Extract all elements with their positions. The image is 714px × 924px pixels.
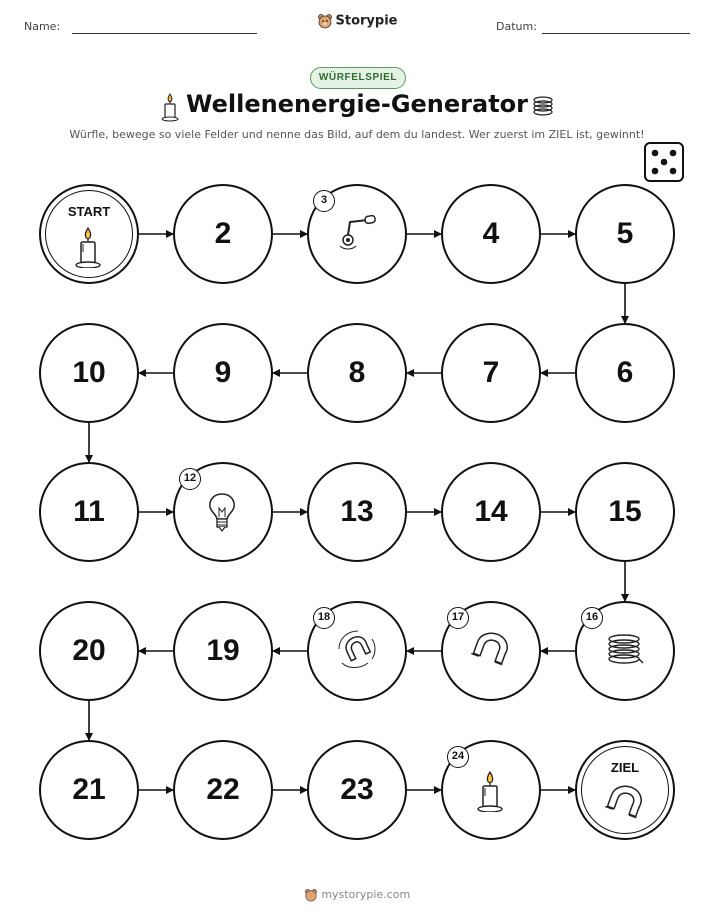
footer	[0, 888, 714, 902]
start-field[interactable]	[39, 184, 139, 284]
field-number-badge: 18	[313, 607, 335, 629]
board-field-2[interactable]	[173, 184, 273, 284]
field-number: 21	[72, 773, 106, 806]
start-label: START	[67, 204, 111, 219]
page-title: Wellenenergie-Generator	[186, 90, 528, 118]
field-number: 9	[214, 356, 232, 389]
finish-label: ZIEL	[610, 760, 640, 775]
field-number: 20	[72, 634, 106, 667]
crank-icon	[336, 212, 378, 256]
field-number-badge: 12	[179, 468, 201, 490]
board-field-20[interactable]	[39, 601, 139, 701]
board-field-11[interactable]	[39, 462, 139, 562]
board-field-3[interactable]	[307, 184, 407, 284]
bulb-icon	[202, 490, 244, 534]
board-field-8[interactable]	[307, 323, 407, 423]
board-field-16[interactable]	[575, 601, 675, 701]
field-number: 13	[340, 495, 374, 528]
coil-icon	[604, 629, 646, 673]
board-field-4[interactable]	[441, 184, 541, 284]
board-field-10[interactable]	[39, 323, 139, 423]
field-number: 22	[206, 773, 240, 806]
board-field-15[interactable]	[575, 462, 675, 562]
board-field-6[interactable]	[575, 323, 675, 423]
magnet-icon	[470, 629, 512, 673]
field-number: 14	[474, 495, 508, 528]
board-field-22[interactable]	[173, 740, 273, 840]
game-type-badge: WÜRFELSPIEL	[310, 67, 406, 89]
field-number-badge: 16	[581, 607, 603, 629]
board-field-9[interactable]	[173, 323, 273, 423]
board-field-18[interactable]	[307, 601, 407, 701]
board-field-5[interactable]	[575, 184, 675, 284]
field-number: 19	[206, 634, 240, 667]
footer-url: mystorypie.com	[321, 888, 411, 901]
candle-icon	[68, 224, 110, 268]
magnet-field-icon	[336, 629, 378, 673]
field-number-badge: 3	[313, 190, 335, 212]
instructions: Würfle, bewege so viele Felder und nenne das Bild, auf dem du landest. Wer zuerst im ZIEL ist, gewinnt!	[69, 128, 645, 141]
field-number-badge: 17	[447, 607, 469, 629]
board-field-24[interactable]	[441, 740, 541, 840]
field-number: 10	[72, 356, 106, 389]
board-field-19[interactable]	[173, 601, 273, 701]
board-field-13[interactable]	[307, 462, 407, 562]
board-field-21[interactable]	[39, 740, 139, 840]
board-field-14[interactable]	[441, 462, 541, 562]
board-field-23[interactable]	[307, 740, 407, 840]
field-number: 7	[482, 356, 500, 389]
magnet-icon	[604, 782, 646, 826]
storypie-logo-icon	[304, 888, 318, 902]
field-number: 2	[214, 217, 232, 250]
field-number: 15	[608, 495, 642, 528]
candle-icon	[470, 768, 512, 812]
board-field-12[interactable]	[173, 462, 273, 562]
field-number: 4	[482, 217, 500, 250]
field-number: 5	[616, 217, 634, 250]
board-field-17[interactable]	[441, 601, 541, 701]
field-number: 8	[348, 356, 366, 389]
field-number: 23	[340, 773, 374, 806]
field-number: 6	[616, 356, 634, 389]
board-field-7[interactable]	[441, 323, 541, 423]
name-label: Name:	[24, 20, 61, 33]
date-label: Datum:	[496, 20, 537, 33]
brand-name: Storypie	[335, 13, 398, 29]
finish-field[interactable]	[575, 740, 675, 840]
field-number: 11	[73, 495, 105, 528]
field-number-badge: 24	[447, 746, 469, 768]
